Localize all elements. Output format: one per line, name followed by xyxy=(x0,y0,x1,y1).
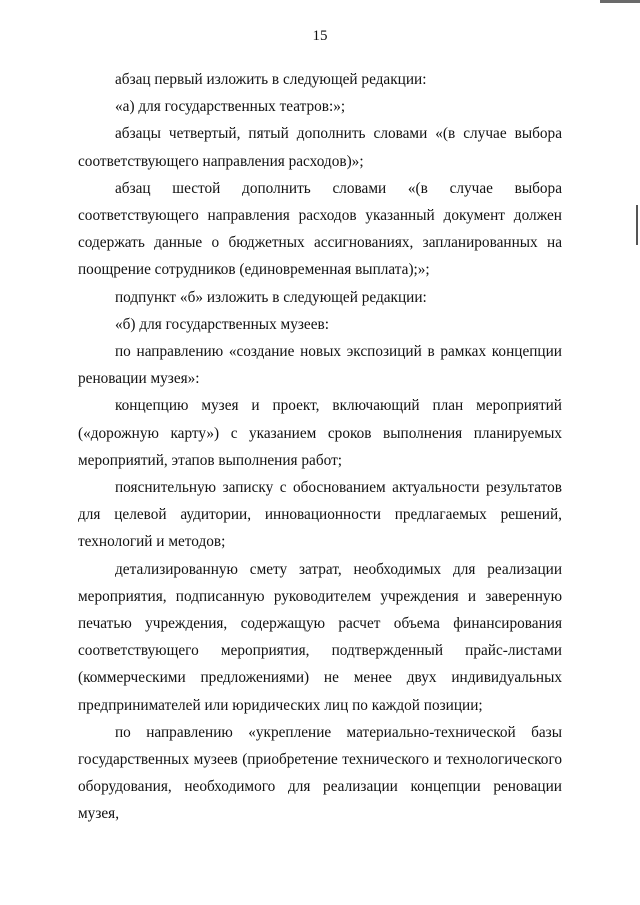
paragraph: абзац шестой дополнить словами «(в случае выбора соответствующего направления расходов указанный документ должен содержать данные о бюджетных ассигнованиях, запланированных на поощрение сотрудников (единовременная выплата);»; xyxy=(78,179,562,279)
paragraph: «а) для государственных театров:»; xyxy=(115,98,346,116)
paragraph: «б) для государственных музеев: xyxy=(115,315,329,333)
document-body xyxy=(78,66,562,828)
paragraph: подпункт «б» изложить в следующей редакции: xyxy=(115,288,427,306)
paragraph: концепцию музея и проект, включающий план мероприятий («дорожную карту») с указанием сроков выполнения планируемых мероприятий, этапов выполнения работ; xyxy=(78,397,562,469)
paragraph: пояснительную записку с обоснованием актуальности результатов для целевой аудитории, инновационности предлагаемых решений, технологий и методов; xyxy=(78,479,562,551)
scan-edge-mark xyxy=(600,0,640,3)
paragraph: абзац первый изложить в следующей редакции: xyxy=(115,71,427,88)
paragraph: по направлению «укрепление материально-технической базы государственных музеев (приобретение технического и технологического оборудования, необходимого для реализации концепции реновации музея, xyxy=(78,723,562,823)
paragraph: по направлению «создание новых экспозиций в рамках концепции реновации музея»: xyxy=(78,343,562,388)
page-number: 15 xyxy=(312,28,328,44)
paragraph: абзацы четвертый, пятый дополнить словами «(в случае выбора соответствующего направления расходов)»; xyxy=(78,125,562,170)
scan-edge-mark xyxy=(636,205,638,245)
paragraph: детализированную смету затрат, необходимых для реализации мероприятия, подписанную руководителем учреждения и заверенную печатью учреждения, содержащую расчет объема финансирования соответствующего мероприятия, подтвержденный прайс-листами (коммерческими предложениями) не менее двух индивидуальных предпринимателей или юридических лиц по каждой позиции; xyxy=(78,560,562,714)
